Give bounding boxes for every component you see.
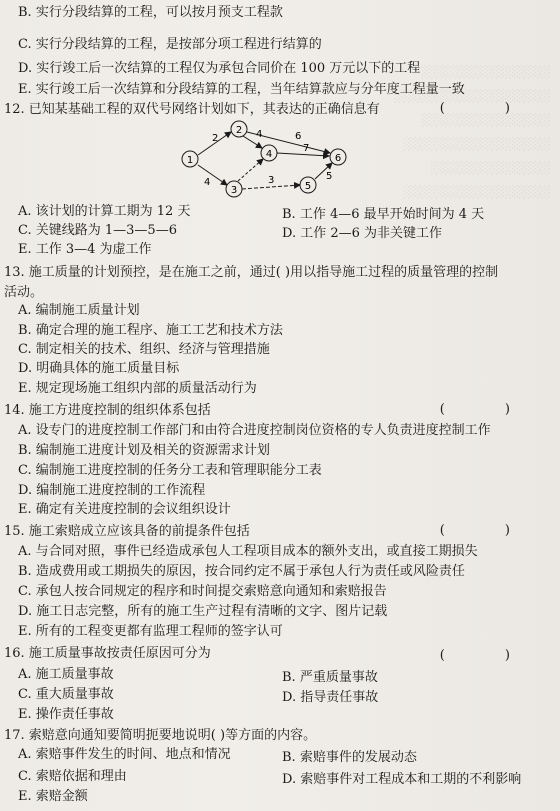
edge-3-4 xyxy=(238,159,263,181)
q12-option-b: B. 工作 4—6 最早开始时间为 4 天 xyxy=(282,207,485,222)
svg-text:6: 6 xyxy=(334,153,342,164)
q16-answer-paren: ( ) xyxy=(439,648,538,663)
q17-option-b: B. 索赔事件的发展动态 xyxy=(282,750,417,765)
q14-option-d: D. 编制施工进度控制的工作流程 xyxy=(18,483,206,498)
q13-stem-line-2: 活动。 xyxy=(4,285,44,300)
q14-answer-paren: ( ) xyxy=(439,402,538,417)
q15-option-d: D. 施工日志完整，所有的施工生产过程有清晰的文字、图片记载 xyxy=(18,604,388,619)
q12-option-e: E. 工作 3—4 为虚工作 xyxy=(18,242,152,257)
q12-option-c: C. 关键线路为 1—3—5—6 xyxy=(18,223,177,238)
duration-1-3: 4 xyxy=(204,177,211,188)
q15-stem: 15. 施工索赔成立应该具备的前提条件包括 xyxy=(4,524,250,539)
node-6 xyxy=(330,149,346,165)
prev-option-d: D. 实行竣工后一次结算的工程仅为承包合同价在 100 万元以下的工程 xyxy=(18,61,421,76)
q13-option-e: E. 规定现场施工组织内部的质量活动行为 xyxy=(18,381,257,396)
q12-option-a: A. 该计划的计算工期为 12 天 xyxy=(18,204,191,219)
prev-option-c: C. 实行分段结算的工程，是按部分项工程进行结算的 xyxy=(18,37,322,52)
q16-option-c: C. 重大质量事故 xyxy=(18,687,114,702)
bleed-through-text: ░░░░░░░░░░░░░░ ░░░░░░░░░░░░░░░░░ ░░░░░░░░░░░░░░ ░░░░░░░░░░░░░░░░ ░░░░░░░░░░░░░ ░░░░░░░░░░░░░░░░ xyxy=(393,65,550,199)
q12-option-d: D. 工作 2—6 为非关键工作 xyxy=(282,226,443,241)
q12-network-diagram xyxy=(170,115,370,205)
q14-option-a: A. 设专门的进度控制工作部门和由符合进度控制岗位资格的专人负责进度控制工作 xyxy=(18,423,491,438)
svg-text:1: 1 xyxy=(186,155,194,166)
q16-option-e: E. 操作责任事故 xyxy=(18,707,114,722)
node-5 xyxy=(300,177,316,193)
svg-text:4: 4 xyxy=(265,149,273,160)
duration-4-6: 7 xyxy=(303,143,310,154)
duration-2-6: 6 xyxy=(295,131,302,142)
node-4 xyxy=(261,145,277,161)
svg-text:3: 3 xyxy=(230,185,238,196)
q16-option-b: B. 严重质量事故 xyxy=(282,670,378,685)
q15-option-c: C. 承包人按合同规定的程序和时间提交索赔意向通知和索赔报告 xyxy=(18,584,387,599)
q17-option-d: D. 索赔事件对工程成本和工期的不利影响 xyxy=(282,772,522,787)
q14-option-c: C. 编制施工进度控制的任务分工表和管理职能分工表 xyxy=(18,463,322,478)
q16-option-d: D. 指导责任事故 xyxy=(282,690,379,705)
q13-option-a: A. 编制施工质量计划 xyxy=(18,303,140,318)
q12-answer-paren: ( ) xyxy=(439,101,538,116)
q13-option-b: B. 确定合理的施工程序、施工工艺和技术方法 xyxy=(18,323,283,338)
duration-3-5: 3 xyxy=(268,175,275,186)
q16-stem: 16. 施工质量事故按责任原因可分为 xyxy=(4,646,211,661)
duration-2-4: 4 xyxy=(256,129,263,140)
node-1 xyxy=(182,151,198,167)
duration-1-2: 2 xyxy=(212,133,219,144)
prev-option-b: B. 实行分段结算的工程，可以按月预支工程款 xyxy=(18,5,283,20)
q17-option-e: E. 索赔金额 xyxy=(18,789,88,804)
node-3 xyxy=(226,181,242,197)
q15-option-b: B. 造成费用或工期损失的原因，按合同约定不属于承包人行为责任或风险责任 xyxy=(18,564,465,579)
q16-option-a: A. 施工质量事故 xyxy=(18,667,114,682)
duration-5-6: 5 xyxy=(326,171,333,182)
svg-text:2: 2 xyxy=(235,125,243,136)
q17-option-c: C. 索赔依据和理由 xyxy=(18,769,127,784)
q14-option-b: B. 编制施工进度计划及相关的资源需求计划 xyxy=(18,443,270,458)
q13-stem-line-1: 13. 施工质量的计划预控，是在施工之前，通过( )用以指导施工过程的质量管理的控制 xyxy=(4,265,499,280)
q15-option-a: A. 与合同对照，事件已经造成承包人工程项目成本的额外支出，或直接工期损失 xyxy=(18,544,478,559)
q12-stem: 12. 已知某基础工程的双代号网络计划如下，其表达的正确信息有 xyxy=(4,102,380,117)
prev-option-e: E. 实行竣工后一次结算和分段结算的工程，当年结算款应与分年度工程量一致 xyxy=(18,82,465,97)
q13-option-c: C. 制定相关的技术、组织、经济与管理措施 xyxy=(18,342,270,357)
q15-option-e: E. 所有的工程变更都有监理工程师的签字认可 xyxy=(18,624,283,639)
node-2 xyxy=(231,121,247,137)
svg-text:5: 5 xyxy=(304,181,312,192)
q17-option-a: A. 索赔事件发生的时间、地点和情况 xyxy=(18,747,231,762)
q15-answer-paren: ( ) xyxy=(439,523,538,538)
q14-stem: 14. 施工方进度控制的组织体系包括 xyxy=(4,403,211,418)
q17-stem: 17. 索赔意向通知要简明扼要地说明( )等方面的内容。 xyxy=(4,728,317,743)
q13-option-d: D. 明确具体的施工质量目标 xyxy=(18,361,180,376)
edge-1-3 xyxy=(198,165,227,185)
q14-option-e: E. 确定有关进度控制的会议组织设计 xyxy=(18,502,231,517)
